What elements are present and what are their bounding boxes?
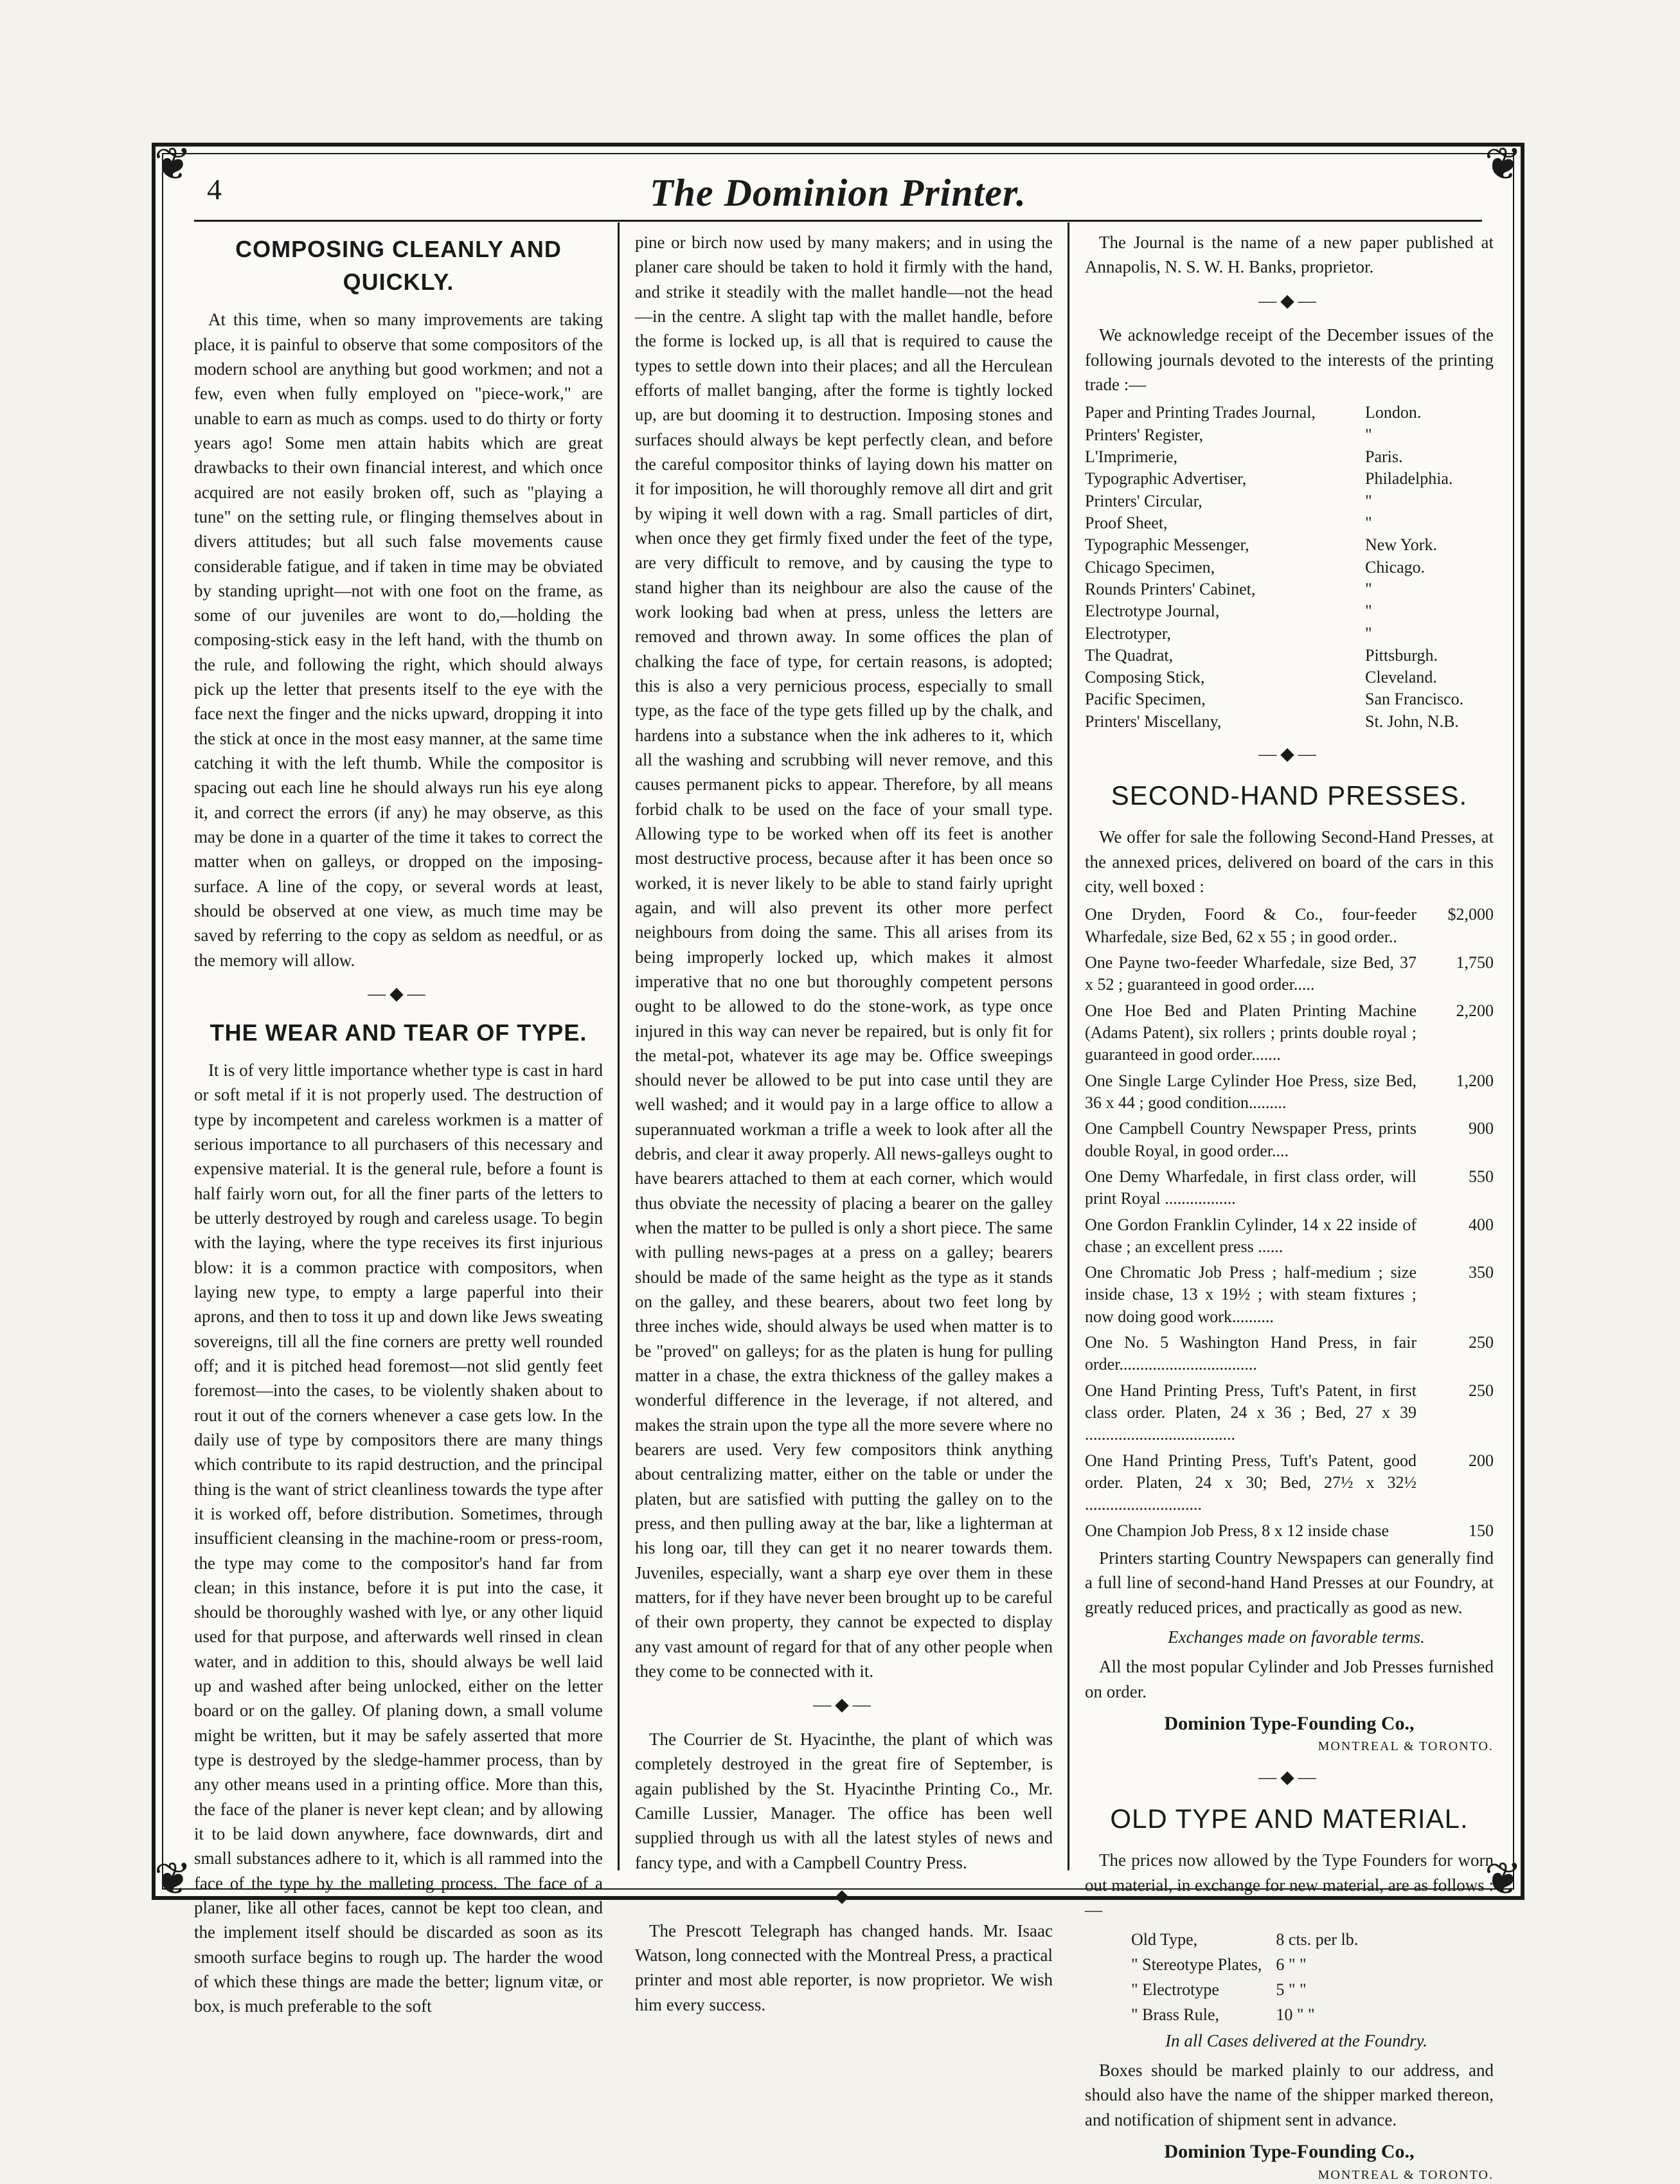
journal-city: Chicago.	[1365, 557, 1425, 577]
masthead-title: The Dominion Printer.	[649, 172, 1027, 214]
journal-row	[1085, 402, 1494, 424]
press-description: One No. 5 Washington Hand Press, in fair order.................................	[1085, 1333, 1416, 1374]
journal-name: The Quadrat,	[1085, 645, 1174, 665]
journal-name: Paper and Printing Trades Journal,	[1085, 403, 1316, 422]
rate-item: " Stereotype Plates,	[1131, 1955, 1262, 1974]
press-description: One Hand Printing Press, Tuft's Patent, good order. Platen, 24 x 30; Bed, 27½ x 32½ ............................	[1085, 1451, 1416, 1514]
rate-price: 8 cts. per lb.	[1276, 1930, 1359, 1949]
rate-item: " Electrotype	[1131, 1980, 1219, 1999]
corner-ornament-icon: ❦	[154, 138, 192, 190]
news-item: The Prescott Telegraph has changed hands. Mr. Isaac Watson, long connected with the Montreal Press, a practical printer and most able reporter, is now proprietor. We wish him every success.	[635, 1920, 1053, 2014]
divider-ornament-icon: —◆—	[1258, 1767, 1320, 1787]
journal-name: Proof Sheet,	[1085, 513, 1168, 532]
column-1	[194, 230, 603, 2016]
rate-row	[1125, 2003, 1364, 2027]
press-description: One Gordon Franklin Cylinder, 14 x 22 inside of chase ; an excellent press ......	[1085, 1215, 1416, 1256]
page-number: 4	[207, 173, 222, 206]
journal-row	[1085, 578, 1494, 600]
press-price: 250	[1469, 1381, 1494, 1400]
ad-note: In all Cases delivered at the Foundry.	[1165, 2030, 1427, 2050]
press-item	[1085, 1214, 1494, 1258]
press-item	[1085, 952, 1494, 996]
rate-price: 5 " "	[1276, 1980, 1307, 1999]
press-description: One Hand Printing Press, Tuft's Patent, in first class order. Platen, 24 x 36 ; Bed, 27 x 39 ....................................	[1085, 1381, 1416, 1444]
press-description: One Dryden, Foord & Co., four-feeder Wharfedale, size Bed, 62 x 55 ; in good order..	[1085, 905, 1416, 946]
press-price: 1,750	[1456, 953, 1494, 972]
journal-city: San Francisco.	[1365, 690, 1464, 709]
divider-ornament-icon: —◆—	[1258, 744, 1320, 765]
rate-item: Old Type,	[1131, 1930, 1198, 1949]
journal-name: Typographic Messenger,	[1085, 535, 1249, 555]
rate-row	[1125, 1953, 1364, 1977]
article-heading: THE WEAR AND TEAR OF TYPE.	[210, 1019, 587, 1046]
journal-name: Rounds Printers' Cabinet,	[1085, 579, 1256, 598]
ad-note: Exchanges made on favorable terms.	[1168, 1627, 1425, 1647]
column-3	[1085, 230, 1494, 2182]
press-item	[1085, 1520, 1494, 1542]
press-item	[1085, 904, 1494, 948]
corner-ornament-icon: ❦	[154, 1852, 192, 1905]
journal-row	[1085, 645, 1494, 667]
press-price: 350	[1469, 1263, 1494, 1282]
press-description: One Campbell Country Newspaper Press, prints double Royal, in good order....	[1085, 1119, 1416, 1160]
journal-row	[1085, 667, 1494, 688]
page-header	[194, 168, 1482, 222]
journal-city: Cleveland.	[1365, 668, 1437, 687]
journal-row	[1085, 490, 1494, 512]
ad-heading: OLD TYPE AND MATERIAL.	[1110, 1803, 1469, 1834]
journal-row	[1085, 512, 1494, 534]
press-price: 250	[1469, 1333, 1494, 1352]
journal-name: L'Imprimerie,	[1085, 447, 1178, 467]
press-item	[1085, 1118, 1494, 1162]
article-paragraph: pine or birch now used by many makers; and in using the planer care should be taken to hold it firmly with the hand, and strike it steadily with the mallet handle—not the head—in the centre. A slight tap with the mallet handle, before the forme is locked up, is all that is required to cause the types to settle down into their places; and all the Herculean efforts of mallet banging, after the forme is tightly locked up, are but dooming it to destruction. Imposing stones and surfaces should always be kept perfectly clean, and before the careful compositor thinks of laying down his matter on it for imposition, he will thoroughly remove all dirt and grit by wiping it well down with a rag. Small particles of dirt, when once they get firmly fixed under the feet of the type, are very difficult to remove, and by causing the type to stand higher than its neighbour are also the cause of the work looking bad when at press, unless the letters are removed and thrown away. In some offices the plan of chalking the face of type, for certain reasons, is adopted; this is also a very pernicious process, especially to small type, as the face of the type gets filled up by the chalk, and hardens into a substance when the ink adheres to it, which all the washing and scrubbing will never remove, and this causes permanent picks to appear. Therefore, by all means forbid chalk to be used on the face of your small type. Allowing type to be worked when off its feet is another most destructive process, because after it has been once so worked, it is never likely to be able to stand fairly upright again, and will also prevent its other more perfect neighbours from doing the same. This all arises from its being improperly locked up, which makes it almost imperative that no one but thoroughly competent persons ought to be allowed to do the stone-work, as type once injured in this way can never be repaired, but is only fit for the metal-pot, whatever its age may be. Office sweepings should never be allowed to be put into case until they are well washed; and it would pay in a large office to allow a superannuated workman a trifle a week to look after all the debris, and clear it away properly. All news-galleys ought to have bearers attached to them at each corner, which would thus obviate the necessity of placing a bearer on the galley when the matter to be pulled is only a short piece. The same with pulling news-pages at a press on a galley; bearers should be made of the same height as the type as it stands on the galley, and these bearers, about two feet long by three inches wide, should always be used when matter is to be "proved" on galleys; for as the platen is hung for pulling matter in a chase, the extra thickness of the galley makes a wonderful difference in the leverage, if not altered, and makes the strain upon the type all the more severe where no bearers are used. Very few compositors think anything about centralizing matter, either on the table or under the platen, but are satisfied with putting the galley on to the press, and then pulling away at the bar, like a lighterman at his long oar, till they can get it no nearer towards them. Juveniles, especially, want a sharp eye over them in these matters, for if they have never been brought up to be careful of their own property, they cannot be expected to display any vast amount of regard for that of any other people when they come to be connected with it.	[635, 233, 1053, 1681]
journal-city: Philadelphia.	[1365, 469, 1453, 488]
press-item	[1085, 1450, 1494, 1516]
press-price: 400	[1469, 1215, 1494, 1234]
news-item: We acknowledge receipt of the December issues of the following journals devoted to the interests of the printing trade :—	[1085, 325, 1494, 395]
article-heading: COMPOSING CLEANLY AND QUICKLY.	[235, 236, 562, 296]
journal-list	[1085, 402, 1494, 733]
journal-name: Printers' Miscellany,	[1085, 712, 1222, 731]
press-description: One Hoe Bed and Platen Printing Machine (Adams Patent), six rollers ; prints double royal ; guaranteed in good order.......	[1085, 1001, 1416, 1064]
rate-row	[1125, 1928, 1364, 1952]
journal-name: Pacific Specimen,	[1085, 690, 1206, 709]
journal-row	[1085, 468, 1494, 490]
journal-row	[1085, 557, 1494, 578]
press-price: 1,200	[1456, 1071, 1494, 1090]
journal-city: "	[1365, 623, 1372, 643]
divider-ornament-icon: —◆—	[368, 984, 429, 1005]
press-item	[1085, 1332, 1494, 1376]
journal-row	[1085, 600, 1494, 622]
journal-city: New York.	[1365, 535, 1437, 555]
journal-city: "	[1365, 602, 1372, 621]
press-price: 150	[1469, 1521, 1494, 1540]
company-cities: MONTREAL & TORONTO.	[1318, 1739, 1494, 1754]
ad-paragraph: All the most popular Cylinder and Job Presses furnished on order.	[1085, 1657, 1494, 1701]
news-item: The Journal is the name of a new paper published at Annapolis, N. S. W. H. Banks, proprietor.	[1085, 233, 1494, 277]
journal-name: Chicago Specimen,	[1085, 557, 1215, 577]
journal-city: Pittsburgh.	[1365, 645, 1438, 665]
journal-row	[1085, 446, 1494, 468]
journal-row	[1085, 711, 1494, 733]
journal-row	[1085, 623, 1494, 645]
article-paragraph: It is of very little importance whether type is cast in hard or soft metal if it is not properly used. The destruction of type by incompetent and careless workmen is a matter of serious importance to all purchasers of this necessary and expensive material. It is the general rule, before a fount is half fairly worn out, for all the finer parts of the letters to be utterly destroyed by rough and careless usage. To begin with the laying, where the type receives its first injurious blow: it is a common practice with compositors, when laying new type, to empty a large paperful into their aprons, and then to toss it up and down like Jews sweating sovereigns, till all the fine corners are pretty well rounded off; and it is pitched head foremost—not slid gently feet foremost—into the cases, to be violently shaken about to rout it out of the corners whenever a case gets low. In the daily use of type by compositors there are many things which contribute to its rapid destruction, and the principal thing is the want of strict cleanliness towards the type after it is worked off, before distribution. Sometimes, through insufficient cleansing in the machine-room or press-room, the type may come to the compositor's hand far from clean; in this instance, before it is put into the case, it should be thoroughly washed with lye, or any other liquid used for that purpose, and afterwards well rinsed in clean water, and in addition to this, should always be well laid up and washed after being unlocked, either on the letter board or on the galley. Of planing down, a small volume might be written, but it may be safely asserted that more type is destroyed by the sledge-hammer process, than by any other means used in a printing office. More than this, the face of the planer is never kept clean; and by allowing it to be laid down anywhere, face downwards, dirt and small substances adhere to it, which is all rammed into the face of the type by the malleting process. The face of a planer, like all other faces, cannot be kept too clean, and the implement itself should be discarded as soon as its smooth surface begins to rough up. The harder the wood of which these things are made the better; lignum vitæ, or box, is much preferable to the soft	[194, 1060, 603, 2016]
press-item	[1085, 1380, 1494, 1446]
press-description: One Champion Job Press, 8 x 12 inside chase	[1085, 1521, 1390, 1540]
corner-ornament-icon: ❦	[1484, 138, 1523, 190]
journal-row	[1085, 534, 1494, 556]
journal-city: St. John, N.B.	[1365, 712, 1459, 731]
journal-city: "	[1365, 513, 1372, 532]
column-2	[635, 230, 1053, 2014]
press-price: 2,200	[1456, 1001, 1494, 1020]
rate-row	[1125, 1978, 1364, 2002]
press-description: One Payne two-feeder Wharfedale, size Bed, 37 x 52 ; guaranteed in good order.....	[1085, 953, 1416, 994]
news-item: The Courrier de St. Hyacinthe, the plant of which was completely destroyed in the great fire of September, is again published by the St. Hyacinthe Printing Co., Mr. Camille Lussier, Manager. The office has been well supplied through us with all the latest styles of news and fancy type, and with a Campbell Country Press.	[635, 1730, 1053, 1872]
press-description: One Chromatic Job Press ; half-medium ; size inside chase, 13 x 19½ ; with steam fixtures ; now doing good work..........	[1085, 1263, 1416, 1326]
journal-name: Printers' Register,	[1085, 425, 1204, 444]
rates-table	[1123, 1927, 1366, 2028]
journal-city: "	[1365, 579, 1372, 598]
press-item	[1085, 1166, 1494, 1210]
newspaper-page	[152, 138, 1524, 2182]
ad-paragraph: Printers starting Country Newspapers can generally find a full line of second-hand Hand Presses at our Foundry, at greatly reduced prices, and practically as good as new.	[1085, 1548, 1494, 1617]
press-item	[1085, 1070, 1494, 1114]
press-item	[1085, 1262, 1494, 1328]
press-price: 550	[1469, 1167, 1494, 1186]
press-description: One Single Large Cylinder Hoe Press, size Bed, 36 x 44 ; good condition.........	[1085, 1071, 1416, 1112]
company-signature: Dominion Type-Founding Co.,	[1164, 1712, 1415, 1734]
ad-paragraph: We offer for sale the following Second-Hand Presses, at the annexed prices, delivered on board of the cars in this city, well boxed :	[1085, 827, 1494, 897]
corner-ornament-icon: ❦	[1484, 1852, 1523, 1905]
divider-ornament-icon: —◆—	[813, 1695, 875, 1715]
press-price: 200	[1469, 1451, 1494, 1470]
column-divider	[618, 222, 620, 1870]
column-divider	[1068, 222, 1069, 1870]
company-signature: Dominion Type-Founding Co.,	[1164, 2141, 1415, 2163]
divider-ornament-icon: —◆—	[1258, 291, 1320, 311]
ad-paragraph: Boxes should be marked plainly to our address, and should also have the name of the shipper marked thereon, and notification of shipment sent in advance.	[1085, 2061, 1494, 2129]
press-item	[1085, 1000, 1494, 1066]
journal-name: Typographic Advertiser,	[1085, 469, 1247, 488]
journal-name: Composing Stick,	[1085, 668, 1205, 687]
rate-price: 6 " "	[1276, 1955, 1307, 1974]
journal-city: "	[1365, 491, 1372, 510]
journal-row	[1085, 688, 1494, 710]
journal-name: Electrotyper,	[1085, 623, 1171, 643]
journal-name: Electrotype Journal,	[1085, 602, 1220, 621]
journal-row	[1085, 424, 1494, 446]
article-paragraph: At this time, when so many improvements are taking place, it is painful to observe that some compositors of the modern school are anything but good workmen; and not a few, even when fully employed on "piece-work," are unable to earn as much as comps. used to do thirty or forty years ago! Some men attain habits which are great drawbacks to their own financial interest, and which once acquired are not easily broken off, such as "playing a tune" on the setting rule, or flinging themselves about in divers attitudes; but all such false movements cause considerable fatigue, and if taken in time may be obviated by standing upright—not with one foot on the frame, as some of our juveniles are wont to do,—holding the composing-stick easy in the left hand, with the thumb on the rule, and following the right, which should always pick up the letter that presents itself to the eye with the face next the finger and the nicks upward, dropping it into the stick at once in the most easy manner, at the same time catching it with the left thumb. While the compositor is spacing out each line he should always run his eye along it, and correct the errors (if any) he may observe, as this may be done in a quarter of the time it takes to correct the matter when on galleys, or dropped on the imposing-surface. A line of the copy, or several words at least, should be observed at one view, as much time may be saved by referring to the copy as seldom as needful, or as the memory will allow.	[194, 310, 603, 970]
press-price: 900	[1469, 1119, 1494, 1138]
rate-price: 10 " "	[1276, 2005, 1315, 2024]
divider-ornament-icon: —◆—	[813, 1886, 875, 1907]
press-price: $2,000	[1447, 905, 1494, 924]
journal-name: Printers' Circular,	[1085, 491, 1202, 510]
company-cities: MONTREAL & TORONTO.	[1318, 2167, 1494, 2182]
journal-city: London.	[1365, 403, 1422, 422]
journal-city: Paris.	[1365, 447, 1403, 467]
press-list	[1085, 904, 1494, 1541]
rate-item: " Brass Rule,	[1131, 2005, 1219, 2024]
ad-paragraph: The prices now allowed by the Type Founders for worn out material, in exchange for new material, are as follows :—	[1085, 1850, 1494, 1919]
ad-heading: SECOND-HAND PRESSES.	[1111, 780, 1468, 810]
journal-city: "	[1365, 425, 1372, 444]
press-description: One Demy Wharfedale, in first class order, will print Royal .................	[1085, 1167, 1416, 1208]
